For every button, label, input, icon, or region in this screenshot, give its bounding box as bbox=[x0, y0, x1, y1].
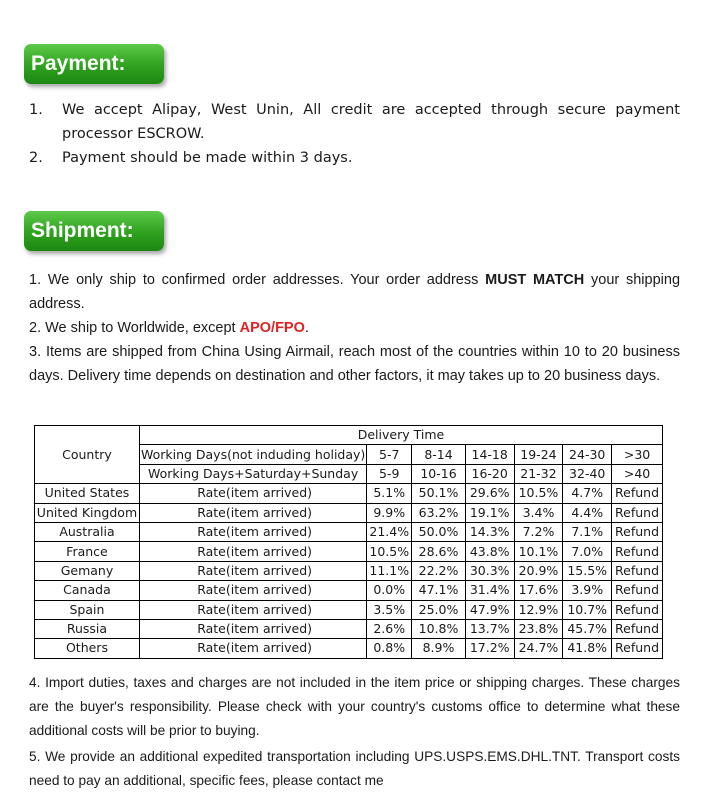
payment-item-text: We accept Alipay, West Unin, All credit are accepted through secure payment processor ESCROW. bbox=[62, 102, 680, 142]
payment-item bbox=[29, 98, 680, 146]
rate-value-cell: 10.5% bbox=[367, 542, 412, 561]
rate-value-cell: 0.0% bbox=[367, 581, 412, 600]
rate-value-cell: 10.1% bbox=[514, 542, 563, 561]
rate-value-cell: 12.9% bbox=[514, 600, 563, 619]
table-row bbox=[35, 581, 663, 600]
rate-label-cell: Rate(item arrived) bbox=[139, 581, 366, 600]
rate-value-cell: 13.7% bbox=[465, 619, 514, 638]
rate-label-cell: Rate(item arrived) bbox=[139, 484, 366, 503]
rate-label-cell: Rate(item arrived) bbox=[139, 561, 366, 580]
rate-value-cell: 10.8% bbox=[412, 619, 466, 638]
table-row bbox=[35, 522, 663, 541]
shipment-point-2 bbox=[29, 316, 680, 340]
apo-fpo-emphasis: APO/FPO bbox=[239, 320, 305, 336]
rate-value-cell: 28.6% bbox=[412, 542, 466, 561]
rate-value-cell: Refund bbox=[612, 503, 663, 522]
rate-value-cell: 3.5% bbox=[367, 600, 412, 619]
rate-value-cell: 41.8% bbox=[563, 639, 612, 658]
rate-value-cell: Refund bbox=[612, 600, 663, 619]
table-row bbox=[35, 484, 663, 503]
country-cell: France bbox=[35, 542, 140, 561]
rate-value-cell: Refund bbox=[612, 619, 663, 638]
country-cell: Russia bbox=[35, 619, 140, 638]
note-point-4: 4. Import duties, taxes and charges are not included in the item price or shipping charges. These charges are the buyer's responsibility. Please check with your country's customs office to determine what these additional costs will be prior to buying. bbox=[29, 675, 680, 738]
rate-value-cell: 11.1% bbox=[367, 561, 412, 580]
rate-value-cell: 63.2% bbox=[412, 503, 466, 522]
weekend-days-value: 21-32 bbox=[514, 464, 563, 483]
table-row bbox=[35, 503, 663, 522]
rate-label-cell: Rate(item arrived) bbox=[139, 619, 366, 638]
rate-value-cell: 45.7% bbox=[563, 619, 612, 638]
rate-value-cell: 8.9% bbox=[412, 639, 466, 658]
country-cell: United States bbox=[35, 484, 140, 503]
rate-label-cell: Rate(item arrived) bbox=[139, 522, 366, 541]
rate-value-cell: 7.1% bbox=[563, 522, 612, 541]
must-match-emphasis: MUST MATCH bbox=[485, 272, 585, 288]
rate-value-cell: 23.8% bbox=[514, 619, 563, 638]
table-row bbox=[35, 561, 663, 580]
rate-value-cell: 22.2% bbox=[412, 561, 466, 580]
table-row bbox=[35, 619, 663, 638]
rate-label-cell: Rate(item arrived) bbox=[139, 600, 366, 619]
rate-value-cell: 10.5% bbox=[514, 484, 563, 503]
delivery-time-header: Delivery Time bbox=[139, 426, 662, 445]
country-header: Country bbox=[35, 426, 140, 484]
rate-value-cell: Refund bbox=[612, 542, 663, 561]
rate-value-cell: 7.0% bbox=[563, 542, 612, 561]
rate-value-cell: 17.2% bbox=[465, 639, 514, 658]
table-header-row bbox=[35, 426, 663, 445]
shipment-point-1-text-end: your shipping address. bbox=[29, 272, 681, 312]
rate-label-cell: Rate(item arrived) bbox=[139, 503, 366, 522]
rate-value-cell: 4.4% bbox=[563, 503, 612, 522]
rate-value-cell: Refund bbox=[612, 581, 663, 600]
note-point-5: 5. We provide an additional expedited transportation including UPS.USPS.EMS.DHL.TNT. Transport costs need to pay an additional, specific fees, please contact me bbox=[29, 749, 680, 788]
country-cell: United Kingdom bbox=[35, 503, 140, 522]
rate-value-cell: 29.6% bbox=[465, 484, 514, 503]
rate-value-cell: 2.6% bbox=[367, 619, 412, 638]
rate-label-cell: Rate(item arrived) bbox=[139, 542, 366, 561]
rate-value-cell: 9.9% bbox=[367, 503, 412, 522]
shipment-point-1-text: 1. We only ship to confirmed order addresses. Your order address bbox=[29, 272, 486, 288]
rate-value-cell: 3.9% bbox=[563, 581, 612, 600]
shipment-point-2-text-end: . bbox=[304, 320, 309, 336]
shipment-heading: Shipment: bbox=[24, 211, 164, 251]
shipment-point-3: 3. Items are shipped from China Using Airmail, reach most of the countries within 10 to 20 business days. Delivery time depends on destination and other factors, it may takes up to 20 business days. bbox=[29, 344, 680, 384]
rate-value-cell: 14.3% bbox=[465, 522, 514, 541]
country-cell: Canada bbox=[35, 581, 140, 600]
rate-value-cell: 43.8% bbox=[465, 542, 514, 561]
weekend-days-value: 16-20 bbox=[465, 464, 514, 483]
table-row bbox=[35, 542, 663, 561]
table-row bbox=[35, 600, 663, 619]
rate-value-cell: Refund bbox=[612, 484, 663, 503]
shipment-point-1 bbox=[29, 268, 680, 316]
rate-value-cell: 0.8% bbox=[367, 639, 412, 658]
rate-value-cell: 24.7% bbox=[514, 639, 563, 658]
working-days-value: 14-18 bbox=[465, 445, 514, 464]
rate-value-cell: 3.4% bbox=[514, 503, 563, 522]
payment-list bbox=[29, 98, 680, 170]
rate-value-cell: 31.4% bbox=[465, 581, 514, 600]
rate-value-cell: 20.9% bbox=[514, 561, 563, 580]
shipment-text bbox=[29, 268, 680, 388]
rate-value-cell: 17.6% bbox=[514, 581, 563, 600]
rate-value-cell: 21.4% bbox=[367, 522, 412, 541]
weekend-days-value: >40 bbox=[612, 464, 663, 483]
weekend-days-value: 32-40 bbox=[563, 464, 612, 483]
payment-item-number: 1. bbox=[29, 102, 43, 118]
rate-value-cell: 19.1% bbox=[465, 503, 514, 522]
rate-value-cell: 30.3% bbox=[465, 561, 514, 580]
payment-heading: Payment: bbox=[24, 44, 164, 84]
rate-value-cell: Refund bbox=[612, 522, 663, 541]
working-days-value: 8-14 bbox=[412, 445, 466, 464]
country-cell: Australia bbox=[35, 522, 140, 541]
payment-item-number: 2. bbox=[29, 150, 43, 166]
working-days-value: >30 bbox=[612, 445, 663, 464]
rate-value-cell: 15.5% bbox=[563, 561, 612, 580]
delivery-time-table bbox=[34, 425, 663, 659]
country-cell: Spain bbox=[35, 600, 140, 619]
working-days-value: 19-24 bbox=[514, 445, 563, 464]
country-cell: Gemany bbox=[35, 561, 140, 580]
weekend-days-value: 10-16 bbox=[412, 464, 466, 483]
weekend-days-label: Working Days+Saturday+Sunday bbox=[139, 464, 366, 483]
rate-value-cell: 5.1% bbox=[367, 484, 412, 503]
working-days-label: Working Days(not induding holiday) bbox=[139, 445, 366, 464]
rate-value-cell: 50.1% bbox=[412, 484, 466, 503]
country-cell: Others bbox=[35, 639, 140, 658]
table-row bbox=[35, 639, 663, 658]
notes-text bbox=[29, 671, 680, 793]
rate-value-cell: 47.9% bbox=[465, 600, 514, 619]
rate-value-cell: 47.1% bbox=[412, 581, 466, 600]
payment-item bbox=[29, 146, 680, 170]
rate-value-cell: 4.7% bbox=[563, 484, 612, 503]
shipment-point-2-text: 2. We ship to Worldwide, except bbox=[29, 320, 240, 336]
rate-value-cell: 10.7% bbox=[563, 600, 612, 619]
working-days-value: 24-30 bbox=[563, 445, 612, 464]
working-days-value: 5-7 bbox=[367, 445, 412, 464]
rate-value-cell: 25.0% bbox=[412, 600, 466, 619]
rate-value-cell: Refund bbox=[612, 561, 663, 580]
rate-label-cell: Rate(item arrived) bbox=[139, 639, 366, 658]
rate-value-cell: 50.0% bbox=[412, 522, 466, 541]
payment-item-text: Payment should be made within 3 days. bbox=[62, 150, 353, 166]
rate-value-cell: 7.2% bbox=[514, 522, 563, 541]
weekend-days-value: 5-9 bbox=[367, 464, 412, 483]
rate-value-cell: Refund bbox=[612, 639, 663, 658]
